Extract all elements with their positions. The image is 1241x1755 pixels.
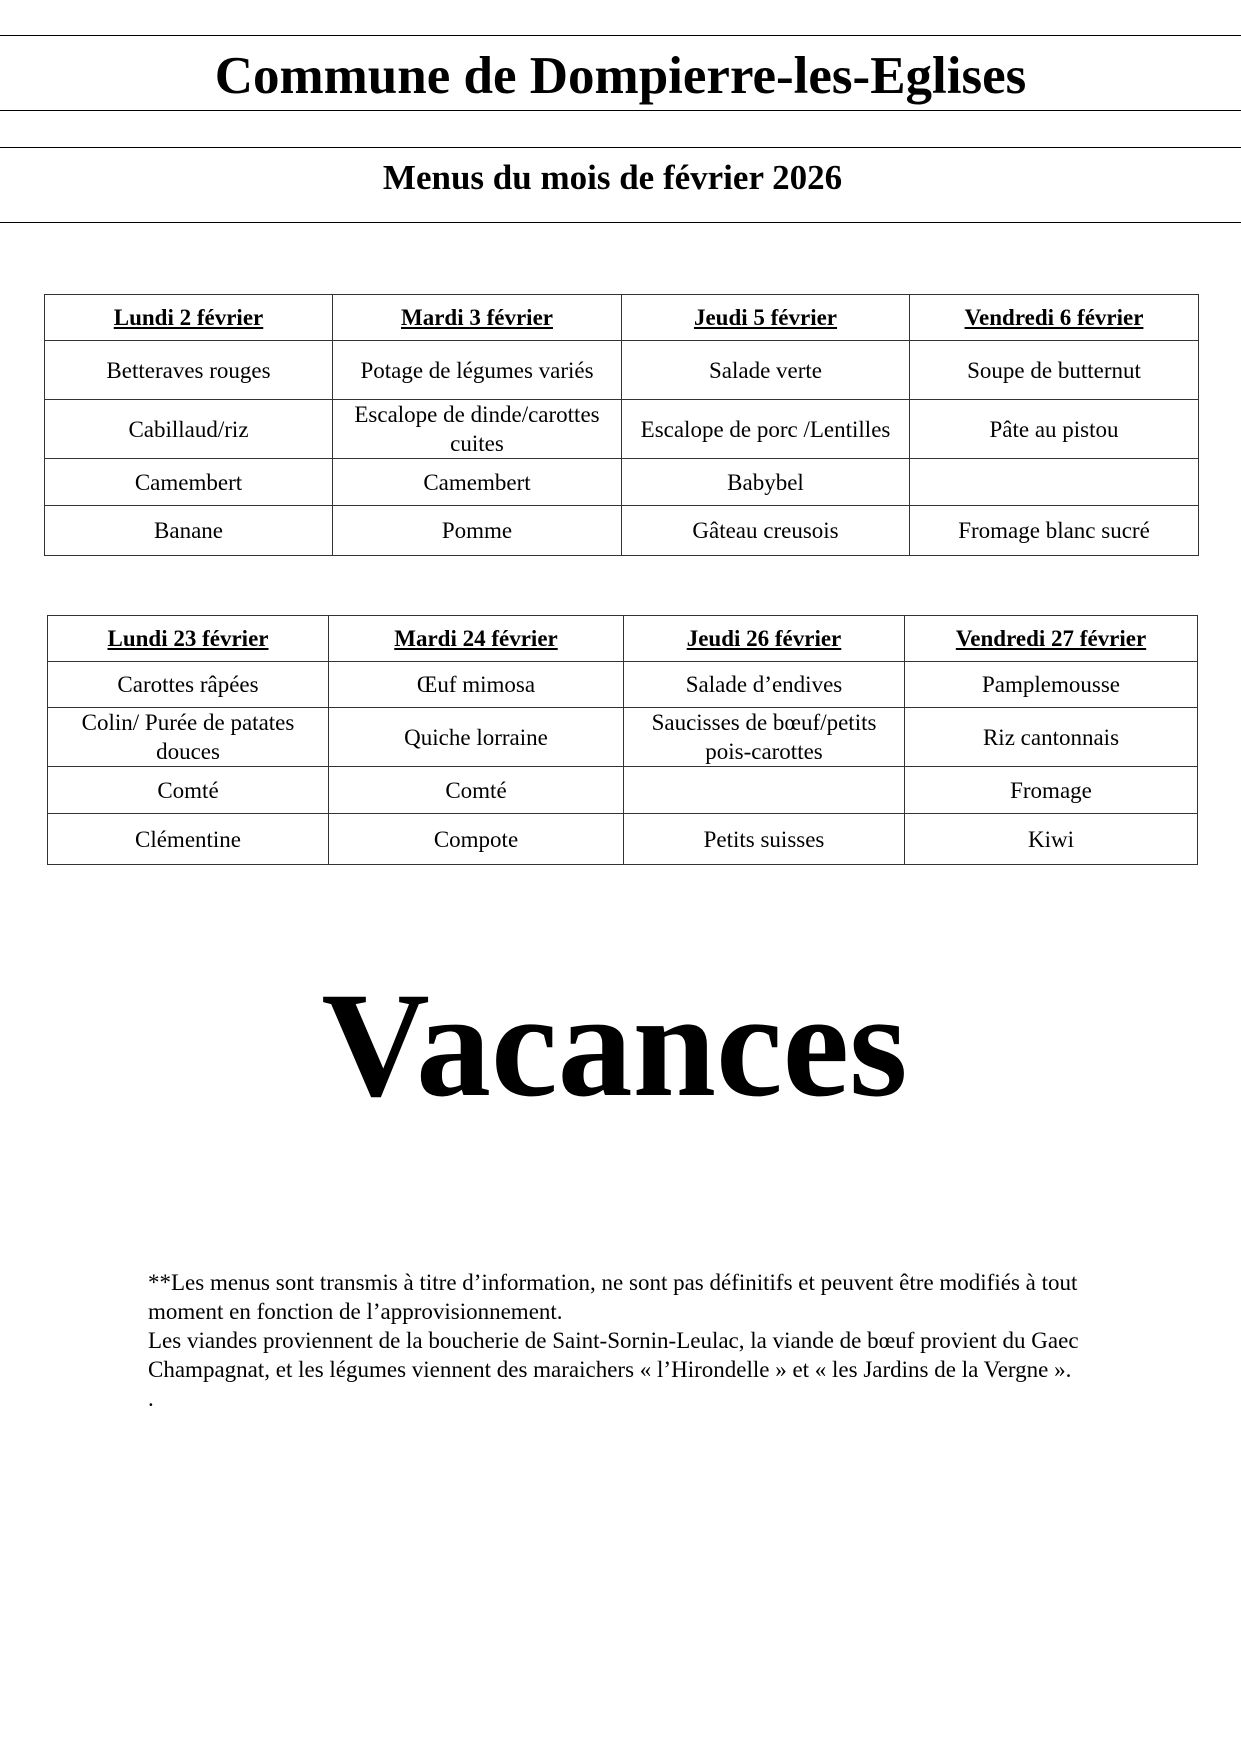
menu-cell: Gâteau creusois [622, 506, 910, 556]
day-header-lundi: Lundi 2 février [45, 295, 333, 341]
menu-cell: Œuf mimosa [329, 662, 624, 708]
menu-cell: Salade d’endives [624, 662, 905, 708]
menu-cell: Potage de légumes variés [333, 341, 622, 400]
menu-cell: Fromage [905, 767, 1198, 814]
menu-cell: Babybel [622, 459, 910, 506]
day-header-lundi: Lundi 23 février [48, 616, 329, 662]
menu-cell: Clémentine [48, 814, 329, 865]
table-header-row [45, 295, 1199, 341]
table-row-dessert [45, 506, 1199, 556]
table-row-cheese [48, 767, 1198, 814]
header-top-rule [0, 35, 1241, 36]
menu-cell: Pamplemousse [905, 662, 1198, 708]
note-paragraph-1: **Les menus sont transmis à titre d’information, ne sont pas définitifs et peuvent être modifiés à tout moment en fonction de l’approvisionnement. [148, 1270, 1078, 1324]
disclaimer-note [148, 1268, 1108, 1413]
table-row-starter [45, 341, 1199, 400]
subtitle-bottom-rule [0, 222, 1241, 223]
day-header-mardi: Mardi 24 février [329, 616, 624, 662]
menu-cell: Carottes râpées [48, 662, 329, 708]
day-header-jeudi: Jeudi 5 février [622, 295, 910, 341]
menu-cell [624, 767, 905, 814]
menu-cell: Comté [329, 767, 624, 814]
header-bottom-rule [0, 110, 1241, 111]
menu-cell: Escalope de porc /Lentilles [622, 400, 910, 459]
table-row-starter [48, 662, 1198, 708]
subtitle-top-rule [0, 147, 1241, 148]
menu-cell: Camembert [45, 459, 333, 506]
table-row-main [45, 400, 1199, 459]
note-paragraph-3: . [148, 1386, 154, 1411]
page-subtitle: Menus du mois de février 2026 [382, 158, 843, 197]
note-paragraph-2: Les viandes proviennent de la boucherie de Saint-Sornin-Leulac, la viande de bœuf provient du Gaec Champagnat, et les légumes viennent des maraichers « l’Hirondelle » et « les Jardins de la Vergne ». [148, 1328, 1079, 1382]
menu-cell: Quiche lorraine [329, 708, 624, 767]
menu-table-week-1 [44, 294, 1199, 556]
day-header-vendredi: Vendredi 6 février [910, 295, 1199, 341]
menu-cell: Pomme [333, 506, 622, 556]
day-header-mardi: Mardi 3 février [333, 295, 622, 341]
menu-cell: Riz cantonnais [905, 708, 1198, 767]
menu-cell: Escalope de dinde/carottes cuites [333, 400, 622, 459]
table-row-main [48, 708, 1198, 767]
menu-cell: Banane [45, 506, 333, 556]
day-header-jeudi: Jeudi 26 février [624, 616, 905, 662]
menu-cell: Fromage blanc sucré [910, 506, 1199, 556]
menu-table-week-2 [47, 615, 1198, 865]
menu-cell: Petits suisses [624, 814, 905, 865]
menu-cell [910, 459, 1199, 506]
menu-cell: Compote [329, 814, 624, 865]
menu-cell: Comté [48, 767, 329, 814]
table-row-cheese [45, 459, 1199, 506]
vacances-banner: Vacances [321, 962, 908, 1128]
day-header-vendredi: Vendredi 27 février [905, 616, 1198, 662]
menu-cell: Salade verte [622, 341, 910, 400]
page-title: Commune de Dompierre-les-Eglises [214, 47, 1027, 105]
menu-cell: Cabillaud/riz [45, 400, 333, 459]
table-header-row [48, 616, 1198, 662]
menu-cell: Kiwi [905, 814, 1198, 865]
menu-cell: Pâte au pistou [910, 400, 1199, 459]
menu-cell: Soupe de butternut [910, 341, 1199, 400]
menu-cell: Saucisses de bœuf/petits pois-carottes [624, 708, 905, 767]
menu-cell: Camembert [333, 459, 622, 506]
menu-cell: Colin/ Purée de patates douces [48, 708, 329, 767]
table-row-dessert [48, 814, 1198, 865]
menu-cell: Betteraves rouges [45, 341, 333, 400]
